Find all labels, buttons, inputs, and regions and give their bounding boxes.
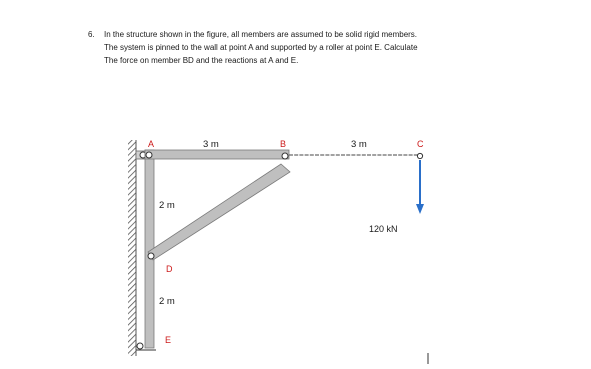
dim-bc: 3 m	[351, 139, 367, 150]
joint-c	[417, 153, 422, 158]
label-a: A	[148, 139, 155, 149]
problem-text-line-2: The system is pinned to the wall at point A and supported by a roller at point E. Calculate	[104, 43, 418, 52]
load-label: 120 kN	[369, 224, 398, 234]
roller-e	[137, 343, 143, 349]
joint-b	[282, 153, 288, 159]
member-bd	[148, 164, 290, 260]
dim-ad: 2 m	[159, 200, 175, 211]
problem-text-line-1: In the structure shown in the figure, all members are assumed to be solid rigid members.	[104, 30, 418, 39]
load-arrow	[416, 160, 424, 214]
joint-d	[148, 253, 154, 259]
label-d: D	[166, 264, 173, 274]
problem-number: 6.	[88, 30, 95, 39]
dim-ab: 3 m	[203, 139, 219, 150]
load-arrow-head	[416, 204, 424, 214]
label-c: C	[417, 139, 424, 149]
dim-de: 2 m	[159, 296, 175, 307]
joint-a	[146, 152, 152, 158]
label-b: B	[280, 139, 287, 149]
member-ab	[145, 150, 289, 159]
problem-text-line-3: The force on member BD and the reactions at A and E.	[104, 56, 299, 65]
wall-hatching	[128, 140, 136, 356]
wall	[128, 140, 136, 356]
label-e: E	[165, 335, 172, 345]
pin-support-a	[136, 151, 146, 159]
